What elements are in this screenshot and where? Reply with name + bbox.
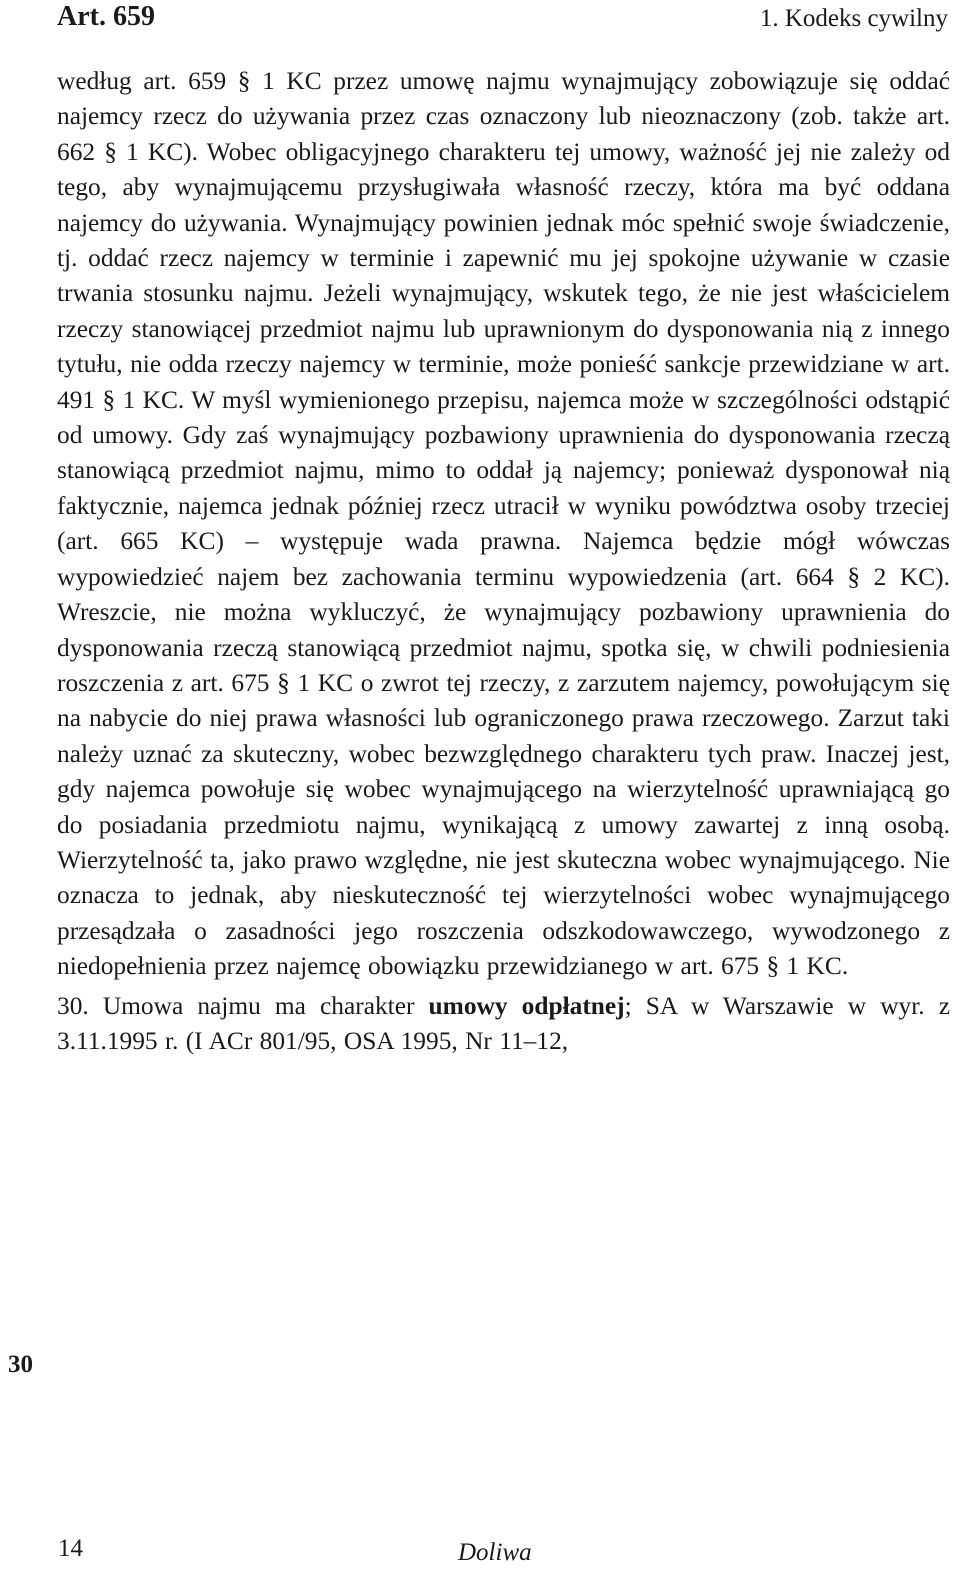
- footer-author: Doliwa: [458, 1539, 532, 1566]
- main-text: [57, 64, 950, 1059]
- page-header: [0, 0, 960, 40]
- paragraph-30: [57, 989, 950, 1060]
- margin-number: 30: [8, 1351, 33, 1378]
- paragraph-30-rest: ; SA w Warszawie w wyr. z 3.11.1995 r. (I ACr 801/95, OSA 1995, Nr 11–12,: [57, 991, 950, 1055]
- code-title: 1. Kodeks cywilny: [759, 5, 948, 32]
- paragraph-main: według art. 659 § 1 KC przez umowę najmu wynajmujący zobowiązuje się oddać najemcy rzecz do używania przez czas oznaczony lub nieoznaczony (zob. także art. 662 § 1 KC). Wobec obligacyjnego charakteru tej umowy, ważność jej nie zależy od tego, aby wynajmującemu przysługiwała własność rzeczy, która ma być oddana najemcy do używania. Wynajmujący powinien jednak móc spełnić swoje świadczenie, tj. oddać rzecz najemcy w terminie i zapewnić mu jej spokojne używanie w czasie trwania stosunku najmu. Jeżeli wynajmujący, wskutek tego, że nie jest właścicielem rzeczy stanowiącej przedmiot najmu lub uprawnionym do dysponowania nią z innego tytułu, nie odda rzeczy najemcy w terminie, może ponieść sankcje przewidziane w art. 491 § 1 KC. W myśl wymienionego przepisu, najemca może w szczególności odstąpić od umowy. Gdy zaś wynajmujący pozbawiony uprawnienia do dysponowania rzeczą stanowiącą przedmiot najmu, mimo to oddał ją najemcy; ponieważ dysponował nią faktycznie, najemca jednak później rzecz utracił w wyniku powództwa osoby trzeciej (art. 665 KC) – występuje wada prawna. Najemca będzie mógł wówczas wypowiedzieć najem bez zachowania terminu wypowiedzenia (art. 664 § 2 KC). Wreszcie, nie można wykluczyć, że wynajmujący pozbawiony uprawnienia do dysponowania rzeczą stanowiącą przedmiot najmu, spotka się, w chwili podniesienia roszczenia z art. 675 § 1 KC o zwrot tej rzeczy, z zarzutem najemcy, powołującym się na nabycie do niej prawa własności lub ograniczonego prawa rzeczowego. Zarzut taki należy uznać za skuteczny, wobec bezwzględnego charakteru tych praw. Inaczej jest, gdy najemca powołuje się wobec wynajmującego na wierzytelność uprawniającą go do posiadania przedmiotu najmu, wynikającą z umowy zawartej z inną osobą. Wierzytelność ta, jako prawo względne, nie jest skuteczna wobec wynajmującego. Nie oznacza to jednak, aby nieskuteczność tej wierzytelności wobec wynajmującego przesądzała o zasadności jego roszczenia odszkodowawczego, wywodzonego z niedopełnienia przez najemcę obowiązku przewidzianego w art. 675 § 1 KC.: [57, 67, 950, 981]
- paragraph-30-start: 30. Umowa najmu ma charakter: [57, 991, 429, 1020]
- paragraph-30-bold: umowy odpłatnej: [428, 991, 625, 1020]
- article-heading: Art. 659: [57, 1, 155, 32]
- page-number: 14: [58, 1535, 83, 1562]
